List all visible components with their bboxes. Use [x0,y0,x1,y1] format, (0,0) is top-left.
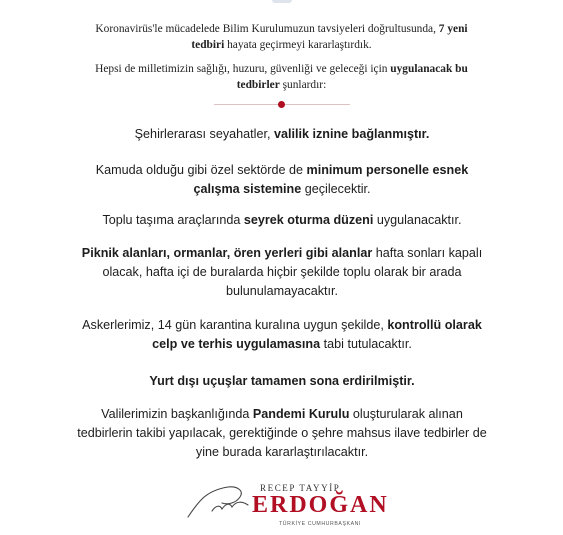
signature-first-name: RECEP TAYYİP [260,483,341,493]
item-text: Askerlerimiz, 14 gün karantina kuralına uygun şekilde, [82,318,388,332]
item-text: Valilerimizin başkanlığında [101,407,253,421]
item-bold-text: Pandemi Kurulu [252,407,350,421]
measure-item-1 [72,125,492,144]
signature-scribble-icon [182,481,262,523]
intro-text: şunlardır: [279,79,327,91]
item-bold-text: Piknik alanları, ormanlar, ören yerleri gibi alanlar [81,246,373,260]
item-text: uygulanacaktır. [373,213,462,227]
intro-text: hayata geçirmeyi kararlaştırdık. [224,39,372,51]
measure-item-7 [72,405,492,462]
intro-bold-text: 7 yeni tedbiri [191,23,468,51]
intro-bold-text: uygulanacak bu tedbirler [236,63,468,91]
intro-text: Koronavirüs'le mücadelede Bilim Kurulumuzun tavsiyeleri doğrultusunda, [95,23,439,35]
measure-item-3 [72,211,492,230]
item-bold-text: valilik iznine bağlanmıştır. [273,127,430,141]
item-text: Toplu taşıma araçlarında [102,213,244,227]
item-text: oluşturularak alınan tedbirlerin takibi yapılacak, gerektiğinde o şehre mahsus ilave tedbirler de yine burada kararlaştırılacaktır. [77,407,487,459]
measure-item-6 [72,372,492,391]
top-edge-mark [272,0,292,3]
measure-item-5 [72,316,492,354]
item-text: geçilecektir. [301,182,371,196]
intro-section [90,21,473,93]
divider-dot [278,101,285,108]
section-divider [214,100,350,109]
signature-title: TÜRKİYE CUMHURBAŞKANI [279,521,362,527]
intro-paragraph-2 [90,61,473,93]
item-bold-text: minimum personelle esnek çalışma sistemine [193,163,469,196]
item-bold-text: seyrek oturma düzeni [243,213,374,227]
measure-item-2 [72,161,492,199]
intro-text: Hepsi de milletimizin sağlığı, huzuru, güvenliği ve geleceği için [95,63,391,75]
item-text: Şehirlerarası seyahatler, [134,127,274,141]
item-bold-text: kontrollü olarak celp ve terhis uygulamasına [152,318,482,351]
item-bold-text: Yurt dışı uçuşlar tamamen sona erdirilmiştir. [149,374,415,388]
item-text: tabi tutulacaktır. [320,337,412,351]
measure-item-4 [72,244,492,301]
item-text: hafta sonları kapalı olacak, hafta içi de buralarda hiçbir şekilde toplu olarak bir arada bulunulamayacaktır. [102,246,483,298]
signature-block [182,481,402,531]
intro-paragraph-1 [90,21,473,53]
item-text: Kamuda olduğu gibi özel sektörde de [95,163,307,177]
signature-last-name: ERDOĞAN [252,492,389,518]
